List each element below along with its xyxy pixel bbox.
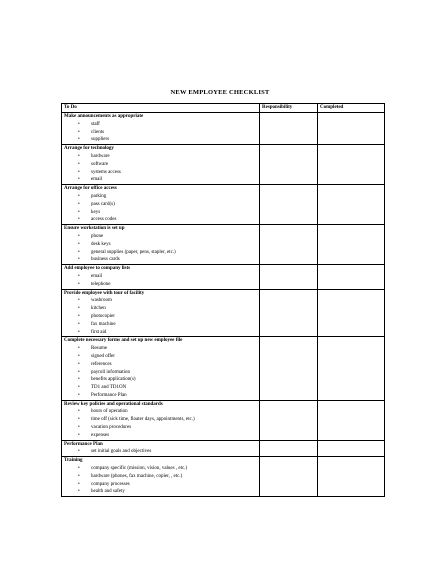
page-title: NEW EMPLOYEE CHECKLIST — [170, 89, 270, 96]
table-row — [62, 113, 385, 145]
list-item: • software — [64, 161, 257, 169]
completed-cell[interactable] — [318, 457, 385, 497]
list-item: • keys — [64, 209, 257, 217]
checklist-table — [61, 103, 385, 497]
responsibility-cell[interactable] — [260, 265, 318, 289]
list-item: • telephone — [64, 281, 257, 289]
section-title: Add employee to company lists — [64, 266, 131, 272]
section-item-list — [64, 193, 257, 224]
list-item: • washroom — [64, 297, 257, 305]
section-item-list — [64, 465, 257, 496]
responsibility-cell[interactable] — [260, 440, 318, 457]
table-row — [62, 225, 385, 265]
section-item-list — [64, 121, 257, 144]
list-item: • pass card(s) — [64, 201, 257, 209]
responsibility-cell[interactable] — [260, 457, 318, 497]
section-item-list — [64, 297, 257, 336]
completed-cell[interactable] — [318, 337, 385, 400]
list-item: • company specific (mission, vision, values , etc.) — [64, 465, 257, 473]
todo-cell — [62, 225, 260, 265]
section-title: Training — [64, 458, 83, 464]
list-item: • phone — [64, 233, 257, 241]
section-item-list — [64, 448, 257, 456]
list-item: • email — [64, 176, 257, 184]
list-item: • signed offer — [64, 353, 257, 361]
completed-cell[interactable] — [318, 185, 385, 225]
todo-cell — [62, 400, 260, 440]
section-title: Review key policies and operational standards — [64, 401, 163, 407]
responsibility-cell[interactable] — [260, 145, 318, 185]
list-item: • suppliers — [64, 136, 257, 144]
list-item: • hours of operation — [64, 408, 257, 416]
list-item: • staff — [64, 121, 257, 129]
column-header-todo: To Do — [62, 104, 260, 113]
list-item: • access codes — [64, 216, 257, 224]
completed-cell[interactable] — [318, 145, 385, 185]
completed-cell[interactable] — [318, 400, 385, 440]
responsibility-cell[interactable] — [260, 337, 318, 400]
todo-cell — [62, 113, 260, 145]
section-title: Performance Plan — [64, 441, 103, 447]
table-row — [62, 400, 385, 440]
section-title: Provide employee with tour of facility — [64, 290, 145, 296]
section-title: Ensure workstation is set up — [64, 226, 125, 232]
table-row — [62, 265, 385, 289]
list-item: • benefits application(s) — [64, 376, 257, 384]
list-item: • photocopier — [64, 313, 257, 321]
list-item: • desk keys — [64, 241, 257, 249]
todo-cell — [62, 145, 260, 185]
list-item: • hardware — [64, 153, 257, 161]
list-item: • parking — [64, 193, 257, 201]
list-item: • systems access — [64, 169, 257, 177]
list-item: • fax machine — [64, 321, 257, 329]
list-item: • first aid — [64, 329, 257, 337]
responsibility-cell[interactable] — [260, 400, 318, 440]
todo-cell — [62, 457, 260, 497]
list-item: • company processes — [64, 481, 257, 489]
section-item-list — [64, 345, 257, 400]
completed-cell[interactable] — [318, 265, 385, 289]
section-title: Arrange for technology — [64, 146, 114, 152]
list-item: • Resume — [64, 345, 257, 353]
responsibility-cell[interactable] — [260, 185, 318, 225]
section-title: Arrange for office access — [64, 186, 117, 192]
completed-cell[interactable] — [318, 289, 385, 337]
column-header-responsibility: Responsibility — [260, 104, 318, 113]
list-item: • Performance Plan — [64, 392, 257, 400]
list-item: • set initial goals and objectives — [64, 448, 257, 456]
section-item-list — [64, 273, 257, 289]
list-item: • email — [64, 273, 257, 281]
todo-cell — [62, 289, 260, 337]
table-row — [62, 145, 385, 185]
checklist-body — [62, 104, 385, 497]
column-header-completed: Completed — [318, 104, 385, 113]
table-row — [62, 289, 385, 337]
list-item: • time off (sick time, floater days, appointments, etc.) — [64, 416, 257, 424]
todo-cell — [62, 265, 260, 289]
list-item: • business cards — [64, 256, 257, 264]
section-item-list — [64, 233, 257, 264]
responsibility-cell[interactable] — [260, 113, 318, 145]
completed-cell[interactable] — [318, 113, 385, 145]
list-item: • references — [64, 361, 257, 369]
completed-cell[interactable] — [318, 440, 385, 457]
table-row — [62, 457, 385, 497]
table-row — [62, 185, 385, 225]
section-title: Make announcements as appropriate — [64, 114, 144, 119]
section-title: Complete necessary forms and set up new employee file — [64, 338, 183, 344]
todo-cell — [62, 185, 260, 225]
list-item: • kitchen — [64, 305, 257, 313]
list-item: • clients — [64, 129, 257, 137]
list-item: • general supplies (paper, pens, stapler, etc.) — [64, 249, 257, 257]
responsibility-cell[interactable] — [260, 289, 318, 337]
section-item-list — [64, 153, 257, 184]
section-item-list — [64, 408, 257, 439]
list-item: • vacation procedures — [64, 424, 257, 432]
completed-cell[interactable] — [318, 225, 385, 265]
todo-cell — [62, 337, 260, 400]
table-row — [62, 337, 385, 400]
table-row — [62, 440, 385, 457]
header-row — [62, 104, 385, 113]
list-item: • health and safety — [64, 488, 257, 496]
list-item: • payroll information — [64, 369, 257, 377]
list-item: • hardware (phones, fax machine, copier, , etc.) — [64, 473, 257, 481]
responsibility-cell[interactable] — [260, 225, 318, 265]
todo-cell — [62, 440, 260, 457]
list-item: • expenses — [64, 432, 257, 440]
list-item: • TD1 and TD1ON — [64, 384, 257, 392]
